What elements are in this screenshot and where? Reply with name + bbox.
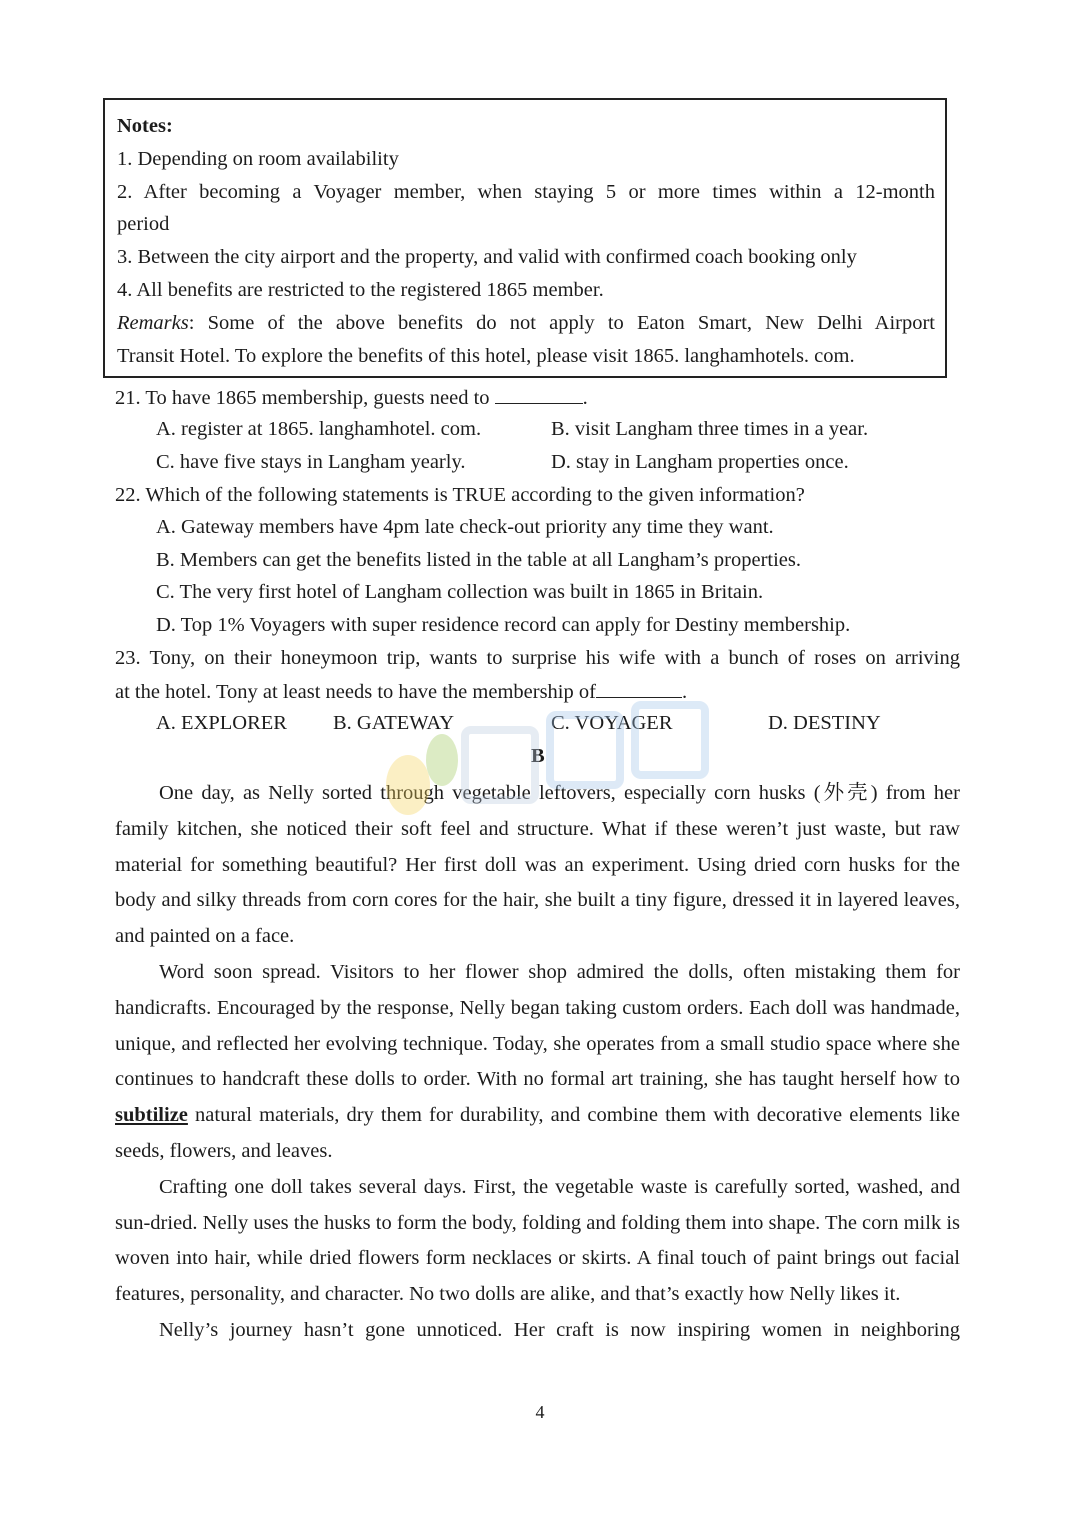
passage-paragraph-2 [115,955,960,1170]
section-heading: B [531,745,545,767]
notes-title: Notes: [117,115,173,137]
note-item-4: 4. All benefits are restricted to the registered 1865 member. [117,278,604,301]
underlined-word: subtilize [115,1104,188,1127]
question-21-stem [115,385,588,410]
remarks-line-2: Transit Hotel. To explore the benefits of this hotel, please visit 1865. langhamhotels. com. [117,344,855,367]
paragraph-2-text-before: Word soon spread. Visitors to her flower shop admired the dolls, often mistaking them for handicrafts. Encouraged by the response, Nelly began taking custom orders. Each doll was handmade, unique, and reflected her evolving technique. Today, she operates from a small studio space where she continues to handcraft these dolls to order. With no formal art training, she has taught herself how to [115,960,960,1091]
notes-box [103,98,947,378]
passage-paragraph-1: One day, as Nelly sorted through vegetable leftovers, especially corn husks (外壳) from her family kitchen, she noticed their soft feel and structure. What if these weren’t just waste, but raw material for something beautiful? Her first doll was an experiment. Using dried corn husks for the body and silky threads from corn cores for the hair, she built a tiny figure, dressed it in layered leaves, and painted on a face. [115,782,960,948]
remarks-label: Remarks [117,311,189,334]
note-item-2-continued: period [117,213,170,236]
page-number: 4 [535,1402,545,1422]
question-21-option-b: B. visit Langham three times in a year. [551,418,869,440]
question-22-option-c: C. The very first hotel of Langham collection was built in 1865 in Britain. [156,581,764,603]
remarks-text-1: : Some of the above benefits do not apply to Eaton Smart, New Delhi Airport [188,311,935,334]
question-22-stem: 22. Which of the following statements is TRUE according to the given information? [115,484,805,506]
question-23-end: . [681,681,688,703]
paragraph-2-text-after: natural materials, dry them for durability, and combine them with decorative elements like seeds, flowers, and leaves. [115,1104,960,1162]
question-21-end: . [582,387,588,409]
question-23-option-c: C. VOYAGER [551,712,673,734]
question-22-option-a: A. Gateway members have 4pm late check-out priority any time they want. [156,516,774,538]
question-21-option-d: D. stay in Langham properties once. [551,451,849,473]
passage-paragraph-3: Crafting one doll takes several days. First, the vegetable waste is carefully sorted, washed, and sun-dried. Nelly uses the husks to form the body, folding and folding them into shape. The corn milk is woven into hair, while dried flowers form necklaces or skirts. A final touch of paint brings out facial features, personality, and character. No two dolls are alike, and that’s exactly how Nelly likes it. [115,1175,960,1306]
note-item-3: 3. Between the city airport and the property, and valid with confirmed coach booking only [117,246,857,269]
question-23-text: at the hotel. Tony at least needs to have the membership of [115,681,596,703]
remarks-line-1 [117,307,935,340]
question-21-option-a: A. register at 1865. langhamhotel. com. [156,418,482,440]
reading-passage [115,776,960,1349]
question-21-text: 21. To have 1865 membership, guests need to [115,387,490,409]
question-22-option-d: D. Top 1% Voyagers with super residence record can apply for Destiny membership. [156,614,851,636]
question-23-stem-line-2 [115,679,687,704]
question-21-option-c: C. have five stays in Langham yearly. [156,451,466,473]
question-23-option-b: B. GATEWAY [333,712,455,734]
question-23-option-d: D. DESTINY [768,712,881,734]
question-23-stem-line-1: 23. Tony, on their honeymoon trip, wants to surprise his wife with a bunch of roses on arriving [115,647,960,669]
answer-blank [596,679,682,698]
passage-paragraph-4: Nelly’s journey hasn’t gone unnoticed. Her craft is now inspiring women in neighboring [159,1318,960,1341]
note-item-2: 2. After becoming a Voyager member, when staying 5 or more times within a 12-month [117,180,935,203]
answer-blank [495,385,583,404]
question-22-option-b: B. Members can get the benefits listed in the table at all Langham’s properties. [156,549,801,571]
note-item-1: 1. Depending on room availability [117,147,399,170]
question-23-option-a: A. EXPLORER [156,712,287,734]
